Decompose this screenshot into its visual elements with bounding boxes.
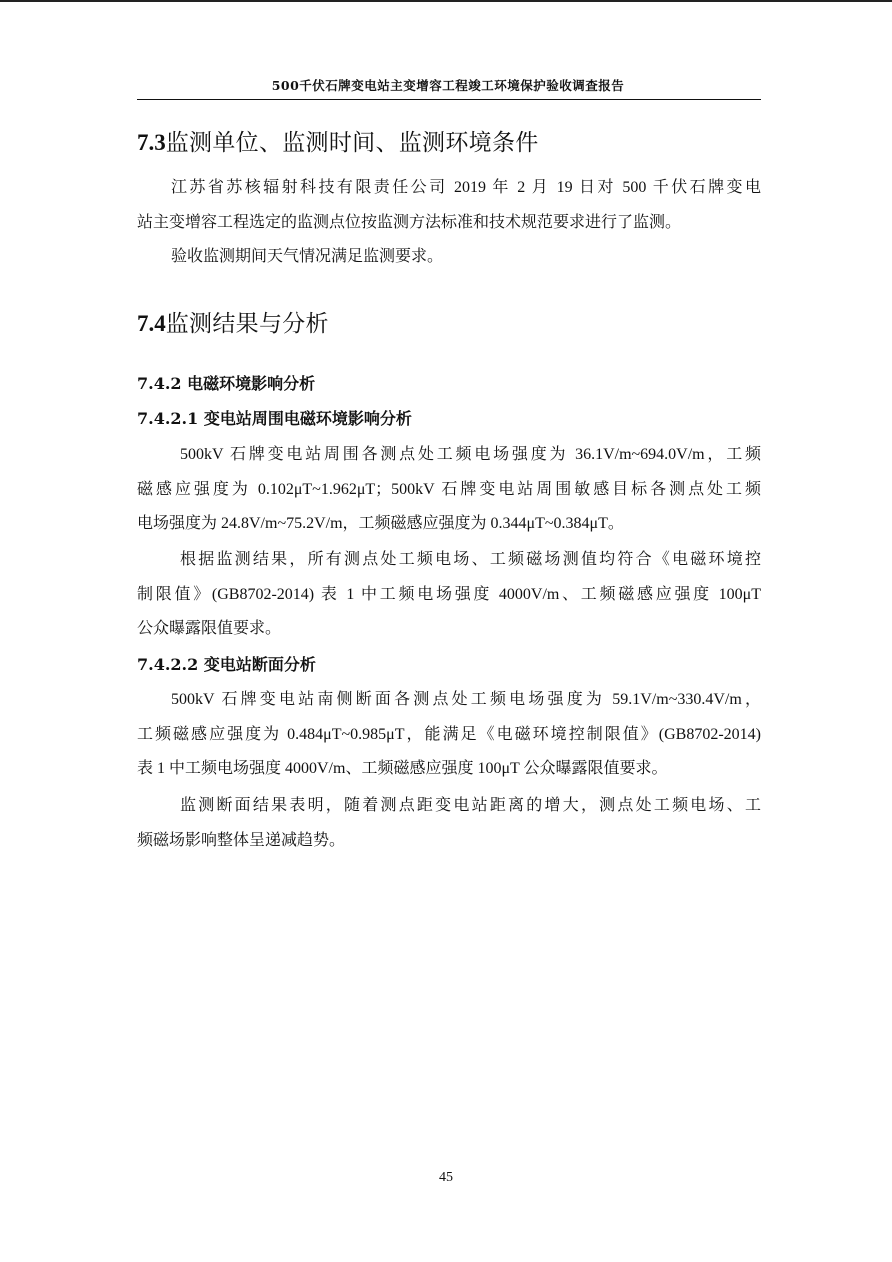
- text-line: 500kV 石牌变电站周围各测点处工频电场强度为 36.1V/m~694.0V/m，工频: [180, 446, 761, 463]
- section-7-4-2-1-paragraph-1: [137, 438, 761, 542]
- section-7-4-2-2-paragraph-1: [137, 683, 761, 787]
- section-number: 7.3: [137, 130, 166, 155]
- section-number: 7.4: [137, 311, 166, 336]
- section-7-4-2-heading: 7.4.2 电磁环境影响分析: [137, 374, 316, 393]
- text-line: 频磁场影响整体呈递减趋势。: [137, 831, 346, 849]
- page-number: 45: [439, 1170, 453, 1185]
- text-line: 监测断面结果表明，随着测点距变电站距离的增大，测点处工频电场、工: [180, 797, 761, 814]
- page-top-border: [0, 0, 892, 2]
- text-line: 磁感应强度为 0.102μT~1.962μT；500kV 石牌变电站周围敏感目标各测点处工频: [137, 480, 761, 498]
- section-title: 监测结果与分析: [165, 311, 329, 337]
- text-line: 江苏省苏核辐射科技有限责任公司 2019 年 2 月 19 日对 500 千伏石牌变电: [171, 179, 761, 196]
- section-7-3-paragraph-2: [137, 240, 761, 275]
- text-line: 制限值》(GB8702-2014) 表 1 中工频电场强度 4000V/m、工频磁感应强度 100μT: [137, 585, 761, 603]
- section-7-3-heading: [137, 128, 539, 158]
- text-line: 站主变增容工程选定的监测点位按监测方法标准和技术规范要求进行了监测。: [137, 213, 682, 231]
- text-line: 工频磁感应强度为 0.484μT~0.985μT，能满足《电磁环境控制限值》(GB8702-2014): [137, 725, 761, 743]
- section-7-4-heading: [137, 309, 329, 339]
- section-7-4-2-1-paragraph-2: [137, 543, 761, 647]
- text-line: 表 1 中工频电场强度 4000V/m、工频磁感应强度 100μT 公众曝露限值要求。: [137, 760, 668, 777]
- text-line: 公众曝露限值要求。: [137, 620, 282, 637]
- text-line: 根据监测结果，所有测点处工频电场、工频磁场测值均符合《电磁环境控: [180, 551, 761, 568]
- section-title: 监测单位、监测时间、监测环境条件: [165, 130, 539, 156]
- text-line: 验收监测期间天气情况满足监测要求。: [171, 248, 444, 265]
- header-rule: [137, 99, 761, 100]
- section-7-3-paragraph-1: [137, 171, 761, 240]
- section-7-4-2-2-heading: 7.4.2.2 变电站断面分析: [137, 655, 316, 674]
- section-7-4-2-1-heading: 7.4.2.1 变电站周围电磁环境影响分析: [137, 409, 412, 428]
- text-line: 电场强度为 24.8V/m~75.2V/m，工频磁感应强度为 0.344μT~0.384μT。: [137, 515, 624, 532]
- section-7-4-2-2-paragraph-2: [137, 789, 761, 858]
- running-header: 500千伏石牌变电站主变增容工程竣工环境保护验收调查报告: [271, 78, 625, 93]
- text-line: 500kV 石牌变电站南侧断面各测点处工频电场强度为 59.1V/m~330.4V/m，: [171, 691, 761, 708]
